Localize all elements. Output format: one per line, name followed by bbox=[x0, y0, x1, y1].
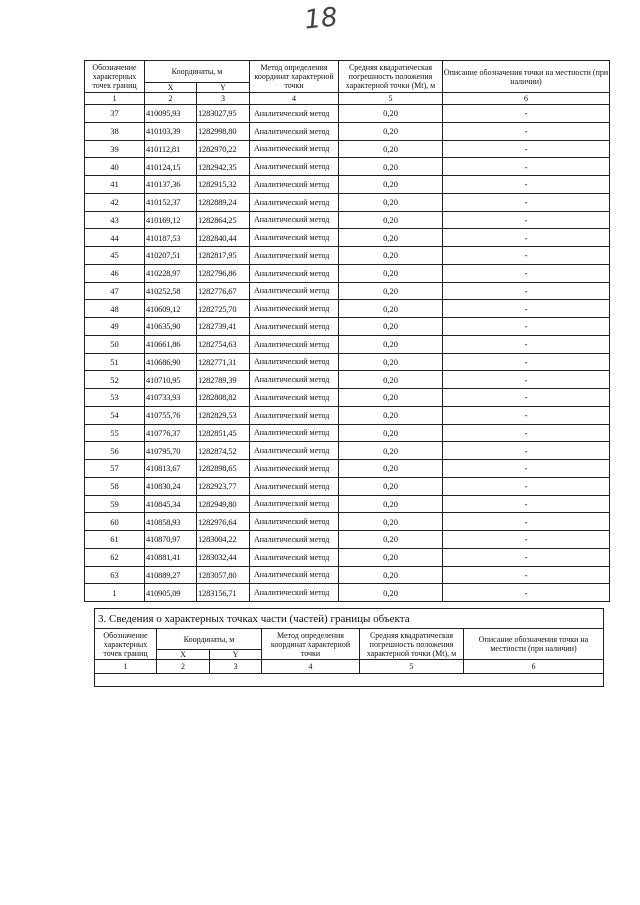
accuracy-cell: 0,20 bbox=[339, 442, 443, 460]
y-coordinate-cell: 1283032,44 bbox=[197, 548, 250, 566]
accuracy-cell: 0,20 bbox=[339, 318, 443, 336]
accuracy-cell: 0,20 bbox=[339, 282, 443, 300]
description-cell: - bbox=[443, 566, 610, 584]
y-coordinate-cell: 1283156,71 bbox=[197, 584, 250, 602]
table-row bbox=[85, 264, 610, 282]
method-cell: Аналитический метод bbox=[250, 335, 339, 353]
table-row bbox=[85, 140, 610, 158]
point-id-cell: 49 bbox=[85, 318, 145, 336]
accuracy-cell: 0,20 bbox=[339, 193, 443, 211]
method-cell: Аналитический метод bbox=[250, 460, 339, 478]
section3-header-point-designation: Обозначение характерных точек границ bbox=[95, 629, 157, 660]
column-number: 6 bbox=[464, 660, 604, 674]
y-coordinate-cell: 1282976,64 bbox=[197, 513, 250, 531]
x-coordinate-cell: 410095,93 bbox=[145, 105, 197, 123]
method-cell: Аналитический метод bbox=[250, 193, 339, 211]
accuracy-cell: 0,20 bbox=[339, 460, 443, 478]
description-cell: - bbox=[443, 460, 610, 478]
accuracy-cell: 0,20 bbox=[339, 495, 443, 513]
x-coordinate-cell: 410609,12 bbox=[145, 300, 197, 318]
x-coordinate-cell: 410112,81 bbox=[145, 140, 197, 158]
y-coordinate-cell: 1282942,35 bbox=[197, 158, 250, 176]
table-row bbox=[85, 176, 610, 194]
table-row bbox=[85, 406, 610, 424]
description-cell: - bbox=[443, 140, 610, 158]
accuracy-cell: 0,20 bbox=[339, 548, 443, 566]
description-cell: - bbox=[443, 389, 610, 407]
description-cell: - bbox=[443, 211, 610, 229]
column-number: 5 bbox=[360, 660, 464, 674]
description-cell: - bbox=[443, 176, 610, 194]
method-cell: Аналитический метод bbox=[250, 513, 339, 531]
description-cell: - bbox=[443, 247, 610, 265]
section3-header-accuracy: Средняя квадратическая погрешность положения характерной точки (Mt), м bbox=[360, 629, 464, 660]
point-id-cell: 51 bbox=[85, 353, 145, 371]
method-cell: Аналитический метод bbox=[250, 566, 339, 584]
point-id-cell: 60 bbox=[85, 513, 145, 531]
point-id-cell: 37 bbox=[85, 105, 145, 123]
description-cell: - bbox=[443, 353, 610, 371]
x-coordinate-cell: 410137,36 bbox=[145, 176, 197, 194]
column-number: 4 bbox=[262, 660, 360, 674]
x-coordinate-cell: 410661,86 bbox=[145, 335, 197, 353]
method-cell: Аналитический метод bbox=[250, 389, 339, 407]
table-row bbox=[85, 318, 610, 336]
x-coordinate-cell: 410776,37 bbox=[145, 424, 197, 442]
header-x: X bbox=[145, 83, 197, 93]
section3-table bbox=[94, 608, 604, 687]
table-row bbox=[85, 282, 610, 300]
section3-header-coordinates: Координаты, м bbox=[157, 629, 262, 650]
point-id-cell: 55 bbox=[85, 424, 145, 442]
point-id-cell: 47 bbox=[85, 282, 145, 300]
method-cell: Аналитический метод bbox=[250, 229, 339, 247]
table-row bbox=[85, 229, 610, 247]
description-cell: - bbox=[443, 158, 610, 176]
method-cell: Аналитический метод bbox=[250, 264, 339, 282]
table-row bbox=[85, 122, 610, 140]
point-id-cell: 38 bbox=[85, 122, 145, 140]
table-row bbox=[85, 211, 610, 229]
description-cell: - bbox=[443, 513, 610, 531]
accuracy-cell: 0,20 bbox=[339, 229, 443, 247]
accuracy-cell: 0,20 bbox=[339, 176, 443, 194]
header-point-designation: Обозначение характерных точек границ bbox=[85, 61, 145, 93]
section3-title: 3. Сведения о характерных точках части (частей) границы объекта bbox=[95, 609, 604, 629]
section3-header-x: X bbox=[157, 650, 210, 660]
column-number: 3 bbox=[197, 93, 250, 105]
x-coordinate-cell: 410187,53 bbox=[145, 229, 197, 247]
y-coordinate-cell: 1282949,80 bbox=[197, 495, 250, 513]
table-row bbox=[85, 460, 610, 478]
method-cell: Аналитический метод bbox=[250, 353, 339, 371]
table-row bbox=[85, 353, 610, 371]
x-coordinate-cell: 410103,39 bbox=[145, 122, 197, 140]
point-id-cell: 62 bbox=[85, 548, 145, 566]
y-coordinate-cell: 1282817,95 bbox=[197, 247, 250, 265]
method-cell: Аналитический метод bbox=[250, 140, 339, 158]
y-coordinate-cell: 1282771,31 bbox=[197, 353, 250, 371]
accuracy-cell: 0,20 bbox=[339, 584, 443, 602]
x-coordinate-cell: 410124,15 bbox=[145, 158, 197, 176]
page-number: 18 bbox=[302, 2, 340, 36]
description-cell: - bbox=[443, 584, 610, 602]
x-coordinate-cell: 410881,41 bbox=[145, 548, 197, 566]
table-row bbox=[85, 548, 610, 566]
x-coordinate-cell: 410733,93 bbox=[145, 389, 197, 407]
table-row bbox=[85, 371, 610, 389]
method-cell: Аналитический метод bbox=[250, 531, 339, 549]
point-id-cell: 63 bbox=[85, 566, 145, 584]
accuracy-cell: 0,20 bbox=[339, 513, 443, 531]
description-cell: - bbox=[443, 193, 610, 211]
description-cell: - bbox=[443, 442, 610, 460]
table-row bbox=[85, 513, 610, 531]
accuracy-cell: 0,20 bbox=[339, 335, 443, 353]
point-id-cell: 40 bbox=[85, 158, 145, 176]
y-coordinate-cell: 1283027,95 bbox=[197, 105, 250, 123]
y-coordinate-cell: 1282874,52 bbox=[197, 442, 250, 460]
y-coordinate-cell: 1282754,63 bbox=[197, 335, 250, 353]
x-coordinate-cell: 410845,34 bbox=[145, 495, 197, 513]
point-id-cell: 43 bbox=[85, 211, 145, 229]
table-row bbox=[85, 300, 610, 318]
table-row bbox=[85, 442, 610, 460]
y-coordinate-cell: 1282796,86 bbox=[197, 264, 250, 282]
description-cell: - bbox=[443, 477, 610, 495]
point-id-cell: 53 bbox=[85, 389, 145, 407]
y-coordinate-cell: 1282789,39 bbox=[197, 371, 250, 389]
column-number: 6 bbox=[443, 93, 610, 105]
x-coordinate-cell: 410169,12 bbox=[145, 211, 197, 229]
column-number: 5 bbox=[339, 93, 443, 105]
y-coordinate-cell: 1282923,77 bbox=[197, 477, 250, 495]
column-number: 2 bbox=[145, 93, 197, 105]
header-y: Y bbox=[197, 83, 250, 93]
section3-header-y: Y bbox=[210, 650, 262, 660]
accuracy-cell: 0,20 bbox=[339, 477, 443, 495]
empty-cell bbox=[95, 674, 604, 687]
method-cell: Аналитический метод bbox=[250, 158, 339, 176]
method-cell: Аналитический метод bbox=[250, 282, 339, 300]
accuracy-cell: 0,20 bbox=[339, 353, 443, 371]
point-id-cell: 44 bbox=[85, 229, 145, 247]
accuracy-cell: 0,20 bbox=[339, 406, 443, 424]
table-row bbox=[85, 193, 610, 211]
column-number: 1 bbox=[95, 660, 157, 674]
point-id-cell: 58 bbox=[85, 477, 145, 495]
method-cell: Аналитический метод bbox=[250, 424, 339, 442]
y-coordinate-cell: 1282915,32 bbox=[197, 176, 250, 194]
y-coordinate-cell: 1282725,70 bbox=[197, 300, 250, 318]
description-cell: - bbox=[443, 300, 610, 318]
x-coordinate-cell: 410207,51 bbox=[145, 247, 197, 265]
accuracy-cell: 0,20 bbox=[339, 122, 443, 140]
accuracy-cell: 0,20 bbox=[339, 247, 443, 265]
description-cell: - bbox=[443, 424, 610, 442]
table-row bbox=[85, 247, 610, 265]
table-row bbox=[85, 389, 610, 407]
description-cell: - bbox=[443, 335, 610, 353]
accuracy-cell: 0,20 bbox=[339, 531, 443, 549]
column-number: 1 bbox=[85, 93, 145, 105]
accuracy-cell: 0,20 bbox=[339, 389, 443, 407]
method-cell: Аналитический метод bbox=[250, 122, 339, 140]
point-id-cell: 52 bbox=[85, 371, 145, 389]
accuracy-cell: 0,20 bbox=[339, 140, 443, 158]
y-coordinate-cell: 1282851,45 bbox=[197, 424, 250, 442]
description-cell: - bbox=[443, 531, 610, 549]
header-description: Описание обозначения точки на местности (при наличии) bbox=[443, 61, 610, 93]
method-cell: Аналитический метод bbox=[250, 584, 339, 602]
point-id-cell: 46 bbox=[85, 264, 145, 282]
point-id-cell: 57 bbox=[85, 460, 145, 478]
x-coordinate-cell: 410813,67 bbox=[145, 460, 197, 478]
point-id-cell: 50 bbox=[85, 335, 145, 353]
point-id-cell: 59 bbox=[85, 495, 145, 513]
x-coordinate-cell: 410635,90 bbox=[145, 318, 197, 336]
x-coordinate-cell: 410228,97 bbox=[145, 264, 197, 282]
method-cell: Аналитический метод bbox=[250, 477, 339, 495]
header-coordinates: Координаты, м bbox=[145, 61, 250, 83]
point-id-cell: 54 bbox=[85, 406, 145, 424]
y-coordinate-cell: 1283057,80 bbox=[197, 566, 250, 584]
method-cell: Аналитический метод bbox=[250, 406, 339, 424]
table-row bbox=[85, 105, 610, 123]
y-coordinate-cell: 1282998,80 bbox=[197, 122, 250, 140]
description-cell: - bbox=[443, 371, 610, 389]
x-coordinate-cell: 410905,09 bbox=[145, 584, 197, 602]
accuracy-cell: 0,20 bbox=[339, 211, 443, 229]
boundary-points-table bbox=[84, 60, 610, 602]
x-coordinate-cell: 410858,93 bbox=[145, 513, 197, 531]
accuracy-cell: 0,20 bbox=[339, 264, 443, 282]
accuracy-cell: 0,20 bbox=[339, 424, 443, 442]
table-row bbox=[85, 477, 610, 495]
point-id-cell: 56 bbox=[85, 442, 145, 460]
method-cell: Аналитический метод bbox=[250, 176, 339, 194]
column-number: 4 bbox=[250, 93, 339, 105]
header-method: Метод определения координат характерной точки bbox=[250, 61, 339, 93]
description-cell: - bbox=[443, 548, 610, 566]
method-cell: Аналитический метод bbox=[250, 318, 339, 336]
method-cell: Аналитический метод bbox=[250, 548, 339, 566]
x-coordinate-cell: 410830,24 bbox=[145, 477, 197, 495]
point-id-cell: 45 bbox=[85, 247, 145, 265]
y-coordinate-cell: 1282898,65 bbox=[197, 460, 250, 478]
description-cell: - bbox=[443, 264, 610, 282]
point-id-cell: 42 bbox=[85, 193, 145, 211]
method-cell: Аналитический метод bbox=[250, 442, 339, 460]
description-cell: - bbox=[443, 495, 610, 513]
method-cell: Аналитический метод bbox=[250, 371, 339, 389]
column-number: 2 bbox=[157, 660, 210, 674]
point-id-cell: 48 bbox=[85, 300, 145, 318]
x-coordinate-cell: 410755,76 bbox=[145, 406, 197, 424]
description-cell: - bbox=[443, 229, 610, 247]
y-coordinate-cell: 1282840,44 bbox=[197, 229, 250, 247]
method-cell: Аналитический метод bbox=[250, 105, 339, 123]
x-coordinate-cell: 410152,37 bbox=[145, 193, 197, 211]
table-row bbox=[85, 566, 610, 584]
accuracy-cell: 0,20 bbox=[339, 300, 443, 318]
empty-row bbox=[95, 674, 604, 687]
y-coordinate-cell: 1283004,22 bbox=[197, 531, 250, 549]
method-cell: Аналитический метод bbox=[250, 247, 339, 265]
table-row bbox=[85, 531, 610, 549]
x-coordinate-cell: 410252,58 bbox=[145, 282, 197, 300]
method-cell: Аналитический метод bbox=[250, 211, 339, 229]
section3-header-method: Метод определения координат характерной точки bbox=[262, 629, 360, 660]
table-body bbox=[85, 105, 610, 602]
y-coordinate-cell: 1282889,24 bbox=[197, 193, 250, 211]
accuracy-cell: 0,20 bbox=[339, 566, 443, 584]
point-id-cell: 39 bbox=[85, 140, 145, 158]
x-coordinate-cell: 410710,95 bbox=[145, 371, 197, 389]
table-row bbox=[85, 424, 610, 442]
y-coordinate-cell: 1282808,82 bbox=[197, 389, 250, 407]
method-cell: Аналитический метод bbox=[250, 495, 339, 513]
description-cell: - bbox=[443, 122, 610, 140]
description-cell: - bbox=[443, 282, 610, 300]
point-id-cell: 61 bbox=[85, 531, 145, 549]
header-accuracy: Средняя квадратическая погрешность положения характерной точки (Mt), м bbox=[339, 61, 443, 93]
table-row bbox=[85, 335, 610, 353]
accuracy-cell: 0,20 bbox=[339, 105, 443, 123]
y-coordinate-cell: 1282776,67 bbox=[197, 282, 250, 300]
section3-header-description: Описание обозначения точки на местности (при наличии) bbox=[464, 629, 604, 660]
y-coordinate-cell: 1282864,25 bbox=[197, 211, 250, 229]
description-cell: - bbox=[443, 105, 610, 123]
y-coordinate-cell: 1282739,41 bbox=[197, 318, 250, 336]
x-coordinate-cell: 410686,90 bbox=[145, 353, 197, 371]
method-cell: Аналитический метод bbox=[250, 300, 339, 318]
point-id-cell: 1 bbox=[85, 584, 145, 602]
y-coordinate-cell: 1282829,53 bbox=[197, 406, 250, 424]
accuracy-cell: 0,20 bbox=[339, 371, 443, 389]
table-row bbox=[85, 584, 610, 602]
accuracy-cell: 0,20 bbox=[339, 158, 443, 176]
x-coordinate-cell: 410795,70 bbox=[145, 442, 197, 460]
table-row bbox=[85, 495, 610, 513]
x-coordinate-cell: 410889,27 bbox=[145, 566, 197, 584]
y-coordinate-cell: 1282970,22 bbox=[197, 140, 250, 158]
column-number: 3 bbox=[210, 660, 262, 674]
x-coordinate-cell: 410870,97 bbox=[145, 531, 197, 549]
description-cell: - bbox=[443, 318, 610, 336]
description-cell: - bbox=[443, 406, 610, 424]
table-row bbox=[85, 158, 610, 176]
point-id-cell: 41 bbox=[85, 176, 145, 194]
